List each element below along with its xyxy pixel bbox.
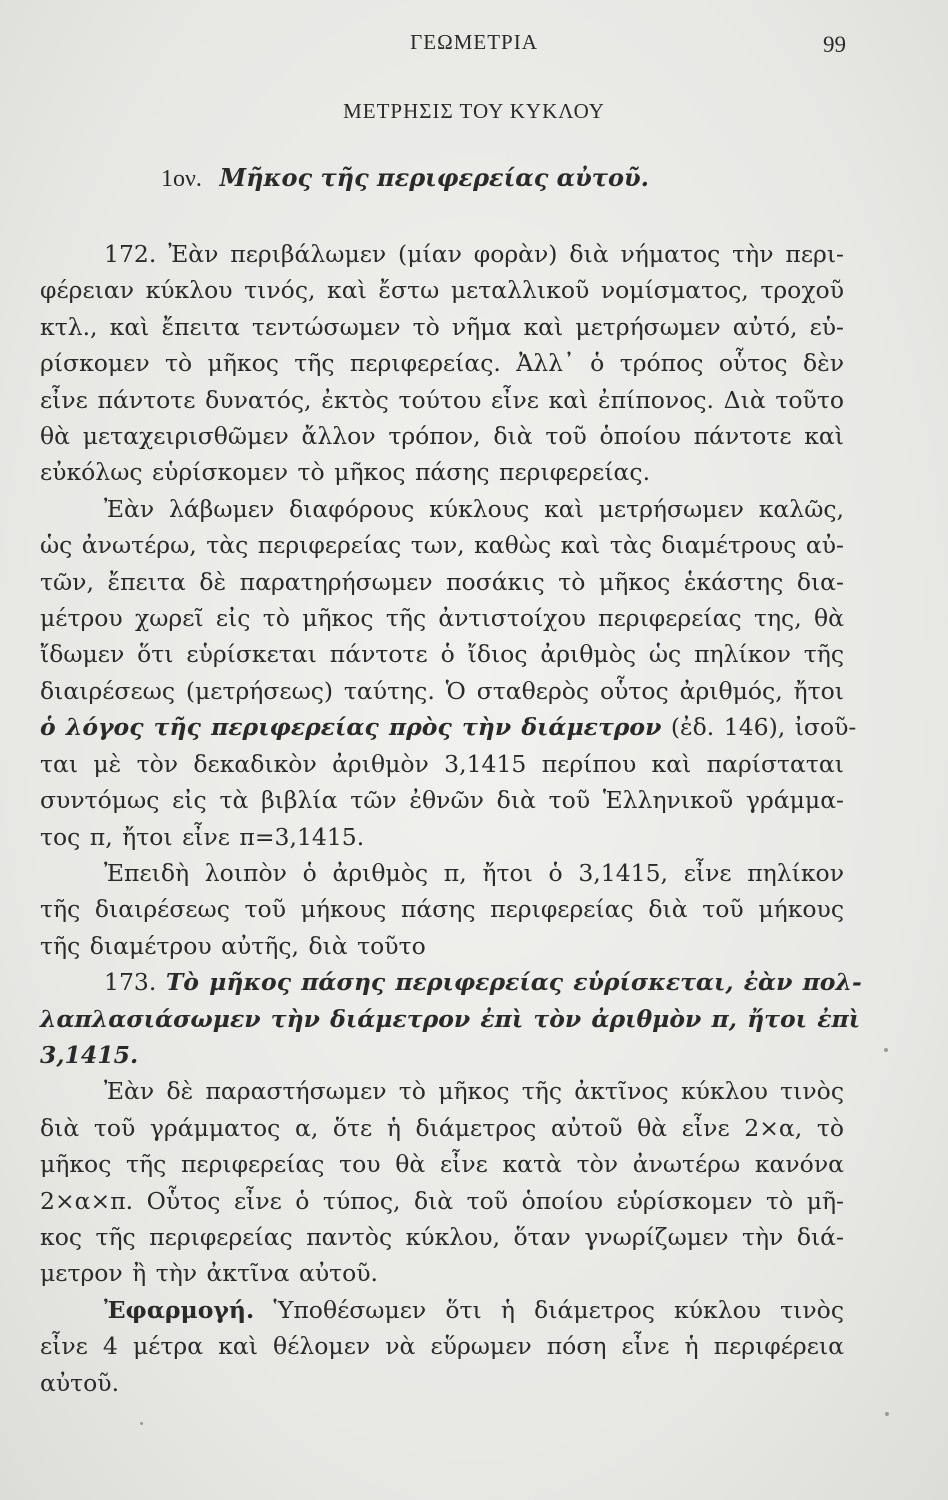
text-line: κος τῆς περιφερείας παντὸς κύκλου, ὅταν γνωρίζωμεν τὴν διά- [40, 1222, 844, 1251]
page-number: 99 [823, 32, 846, 57]
text-line: διαιρέσεως (μετρήσεως) ταύτης. Ὁ σταθερὸς οὗτος ἀριθμός, ἤτοι [40, 676, 844, 705]
text-line: ρίσκομεν τὸ μῆκος τῆς περιφερείας. Ἀλλ᾽ ὁ τρόπος οὗτος δὲν [40, 349, 844, 378]
text-line: συντόμως εἰς τὰ βιβλία τῶν ἐθνῶν διὰ τοῦ Ἑλληνικοῦ γράμμα- [40, 786, 844, 815]
body-text [40, 236, 862, 1401]
print-speck [884, 1048, 888, 1052]
print-speck [140, 1422, 143, 1425]
text-line: μετρον ἢ τὴν ἀκτῖνα αὐτοῦ. [40, 1259, 379, 1288]
ratio-reference: (ἐδ. 146), ἰσοῦ- [670, 713, 857, 742]
application-line [40, 1292, 844, 1328]
text-line: εὐκόλως εὑρίσκομεν τὸ μῆκος πάσης περιφερείας. [40, 458, 651, 487]
text-line: τῆς διαμέτρου αὐτῆς, διὰ τοῦτο [40, 931, 426, 960]
subsection-heading [161, 163, 649, 193]
text-line: Ἐὰν λάβωμεν διαφόρους κύκλους καὶ μετρήσωμεν καλῶς, [104, 494, 844, 523]
text-line: Ἐπειδὴ λοιπὸν ὁ ἀριθμὸς π, ἤτοι ὁ 3,1415, εἶνε πηλίκον [104, 858, 844, 887]
text-line-ratio [40, 709, 857, 745]
section-title: ΜΕΤΡΗΣΙΣ ΤΟΥ ΚΥΚΛΟΥ [343, 99, 605, 123]
text-line: ται μὲ τὸν δεκαδικὸν ἀριθμὸν 3,1415 περίπου καὶ παρίσταται [40, 749, 844, 778]
subsection-title: Μῆκος τῆς περιφερείας αὐτοῦ. [219, 163, 649, 192]
text-line: διὰ τοῦ γράμματος α, ὅτε ἡ διάμετρος αὐτοῦ θὰ εἶνε 2×α, τὸ [40, 1113, 844, 1142]
text-line: 172. Ἐὰν περιβάλωμεν (μίαν φορὰν) διὰ νήματος τὴν περι- [104, 240, 844, 268]
print-speck [885, 1412, 889, 1416]
text-line: ἴδωμεν ὅτι εὑρίσκεται πάντοτε ὁ ἴδιος ἀριθμὸς ὡς πηλίκον τῆς [40, 640, 844, 669]
application-heading: Ἐφαρμογή. [104, 1295, 255, 1324]
text-line: ὡς ἀνωτέρω, τὰς περιφερείας των, καθὼς καὶ τὰς διαμέτρους αὐ- [40, 531, 844, 560]
text-line: εἶνε 4 μέτρα καὶ θέλομεν νὰ εὕρωμεν πόση εἶνε ἡ περιφέρεια [40, 1332, 844, 1361]
text-line: εἶνε πάντοτε δυνατός, ἐκτὸς τούτου εἶνε καὶ ἐπίπονος. Διὰ τοῦτο [40, 385, 844, 414]
ratio-definition: ὁ λόγος τῆς περιφερείας πρὸς τὴν διάμετρον [40, 713, 662, 742]
text-line: Ἐὰν δὲ παραστήσωμεν τὸ μῆκος τῆς ἀκτῖνος κύκλου τινὸς [104, 1077, 844, 1106]
text-line: 2×α×π. Οὗτος εἶνε ὁ τύπος, διὰ τοῦ ὁποίου εὑρίσκομεν τὸ μῆ- [40, 1186, 844, 1215]
text-line: μέτρου χωρεῖ εἰς τὸ μῆκος τῆς ἀντιστοίχου περιφερείας της, θὰ [40, 604, 844, 633]
text-line: μῆκος τῆς περιφερείας του θὰ εἶνε κατὰ τὸν ἀνωτέρω κανόνα [40, 1150, 844, 1179]
text-line: τῶν, ἔπειτα δὲ παρατηρήσωμεν ποσάκις τὸ μῆκος ἑκάστης δια- [40, 567, 844, 596]
text-line: θὰ μεταχειρισθῶμεν ἄλλον τρόπον, διὰ τοῦ ὁποίου πάντοτε καὶ [40, 422, 844, 451]
text-line: τῆς διαιρέσεως τοῦ μήκους πάσης περιφερείας διὰ τοῦ μήκους [40, 895, 844, 924]
running-title: ΓΕΩΜΕΤΡΙΑ [410, 30, 538, 54]
text-line: αὐτοῦ. [40, 1368, 120, 1397]
subsection-number: 1ον. [161, 166, 202, 192]
text-line: κτλ., καὶ ἔπειτα τεντώσωμεν τὸ νῆμα καὶ μετρήσωμεν αὐτό, εὑ- [40, 312, 844, 341]
application-text: Ὑποθέσωμεν ὅτι ἡ διάμετρος κύκλου τινὸς [273, 1295, 844, 1324]
rule-text: λαπλασιάσωμεν τὴν διάμετρον ἐπὶ τὸν ἀριθμὸν π, ἤτοι ἐπὶ [40, 1004, 861, 1033]
rule-number: 173. [104, 968, 157, 997]
rule-text: 3,1415. [40, 1040, 139, 1069]
text-line: τος π, ἤτοι εἶνε π=3,1415. [40, 822, 365, 851]
rule-text: Τὸ μῆκος πάσης περιφερείας εὑρίσκεται, ἐὰν πολ- [165, 968, 862, 997]
text-line: φέρειαν κύκλου τινός, καὶ ἔστω μεταλλικοῦ νομίσματος, τροχοῦ [40, 276, 844, 305]
rule-line [40, 964, 862, 1000]
